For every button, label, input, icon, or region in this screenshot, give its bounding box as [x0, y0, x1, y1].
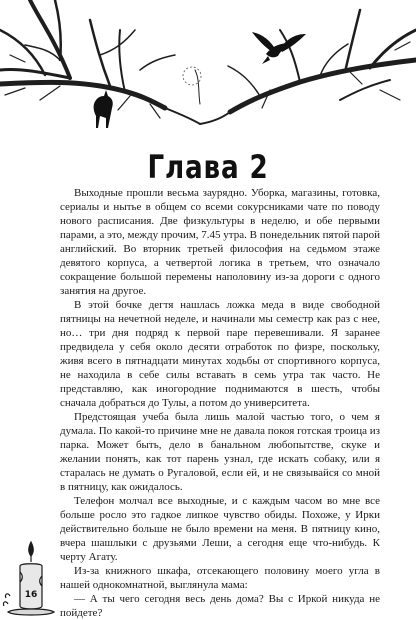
paragraph: Предстоящая учеба была лишь малой частью того, о чем я думала. По какой-то причине мне не давала покоя готская троица из парка. Может быть, дело в банальном любопытстве, скуке и желании понять, как тот парень узнал, где искать собаку, или я старалась не думать о Ругаловой, если ей, и не связывайся со мной в пятницу, как ожидалось.: [60, 411, 380, 493]
chapter-title: Глава 2: [147, 148, 269, 186]
crow-icon: [252, 32, 306, 64]
paragraph: В этой бочке дегтя нашлась ложка меда в виде свободной пятницы на нечетной неделе, и начинали мы семестр как раз с нее, но… три дня подряд к первой паре перевешивали. Я заранее предвидела у себя около десяти отработок по физре, поскольку, живя всего в пятнадцати минутах ходьбы от спортивного корпуса, не находила в себе силы вставать в семь утра так часто. Не представляю, как иногородние поднимаются в шесть, чтобы сначала добраться до Тулы, а потом до университета.: [60, 299, 380, 409]
body-text: [60, 186, 380, 620]
paragraph: Из-за книжного шкафа, отсекающего половину моего угла в нашей однокомнатной, выглянула мама:: [60, 565, 380, 591]
candle-icon: [0, 536, 56, 618]
paragraph: Выходные прошли весьма заурядно. Уборка, магазины, готовка, сериалы и нытье в общем со всеми сокурсниками чате по поводу нового расписания. Две физкультуры в неделю, и обе первыми парами, а это, между прочим, 7.45 утра. В понедельник пятой парой английский. Во вторник третьей философия на седьмом этаже девятого корпуса, а четвертой логика в третьем, что означало сокращение большой перемены наполовину из-за дороги с одного занятия на другое.: [60, 187, 380, 297]
header-illustration: [0, 0, 416, 140]
dog-icon: [94, 90, 113, 128]
page-number: 16: [24, 590, 38, 600]
paragraph: — А ты чего сегодня весь день дома? Вы с Иркой никуда не пойдете?: [60, 593, 380, 619]
paragraph: Телефон молчал все выходные, и с каждым часом во мне все больше росло это гадкое липкое чувство обиды. Похоже, у Ирки действительно больше не было времени на меня. В пятницу кино, вчера шашлыки с друзьями Леши, а сегодня еще что-нибудь. К черту Агату.: [60, 495, 380, 563]
